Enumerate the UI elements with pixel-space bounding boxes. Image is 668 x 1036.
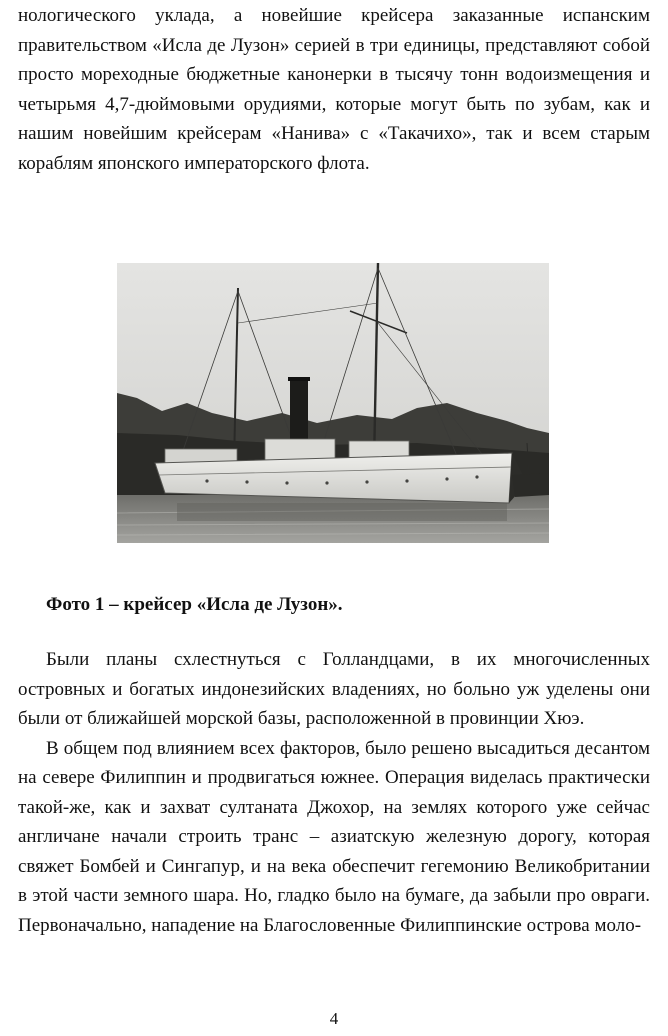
cruiser-photo-image (117, 263, 549, 543)
document-page (18, 0, 650, 1036)
body-text (18, 645, 650, 940)
photo-caption: Фото 1 – крейсер «Исла де Лузон». (46, 594, 343, 615)
page-number: 4 (329, 1009, 339, 1028)
paragraph: В общем под влиянием всех факторов, было решено высадиться десантом на севере Филиппин и продвигаться южнее. Операция виделась практически такой-же, как и захват султаната Джохор, на землях которого уже сейчас англичане начали строить транс – азиатскую железную дорогу, которая свяжет Бомбей и Сингапур, и на века обеспечит гегемонию Великобритании в этой части земного шара. Но, гладко было на бумаге, да забыли про овраги. Первоначально, нападение на Благословенные Филиппинские острова моло- (18, 737, 650, 936)
paragraph: Были планы схлестнуться с Голландцами, в их многочисленных островных и богатых индонезийских владениях, но больно уж уделены они были от ближайшей морской базы, расположенной в провинции Хюэ. (18, 649, 650, 729)
top-paragraph: нологического уклада, а новейшие крейсера заказанные испанским правительством «Исла де Лузон» серией в три единицы, представляют собой просто мореходные бюджетные канонерки в тысячу тонн водоизмещения и четырьмя 4,7-дюймовыми орудиями, которые могут быть по зубам, как и нашим новейшим крейсерам «Нанива» с «Такачихо», так и всем старым кораблям японского императорского флота. (18, 5, 650, 174)
cruiser-photo (117, 263, 549, 543)
